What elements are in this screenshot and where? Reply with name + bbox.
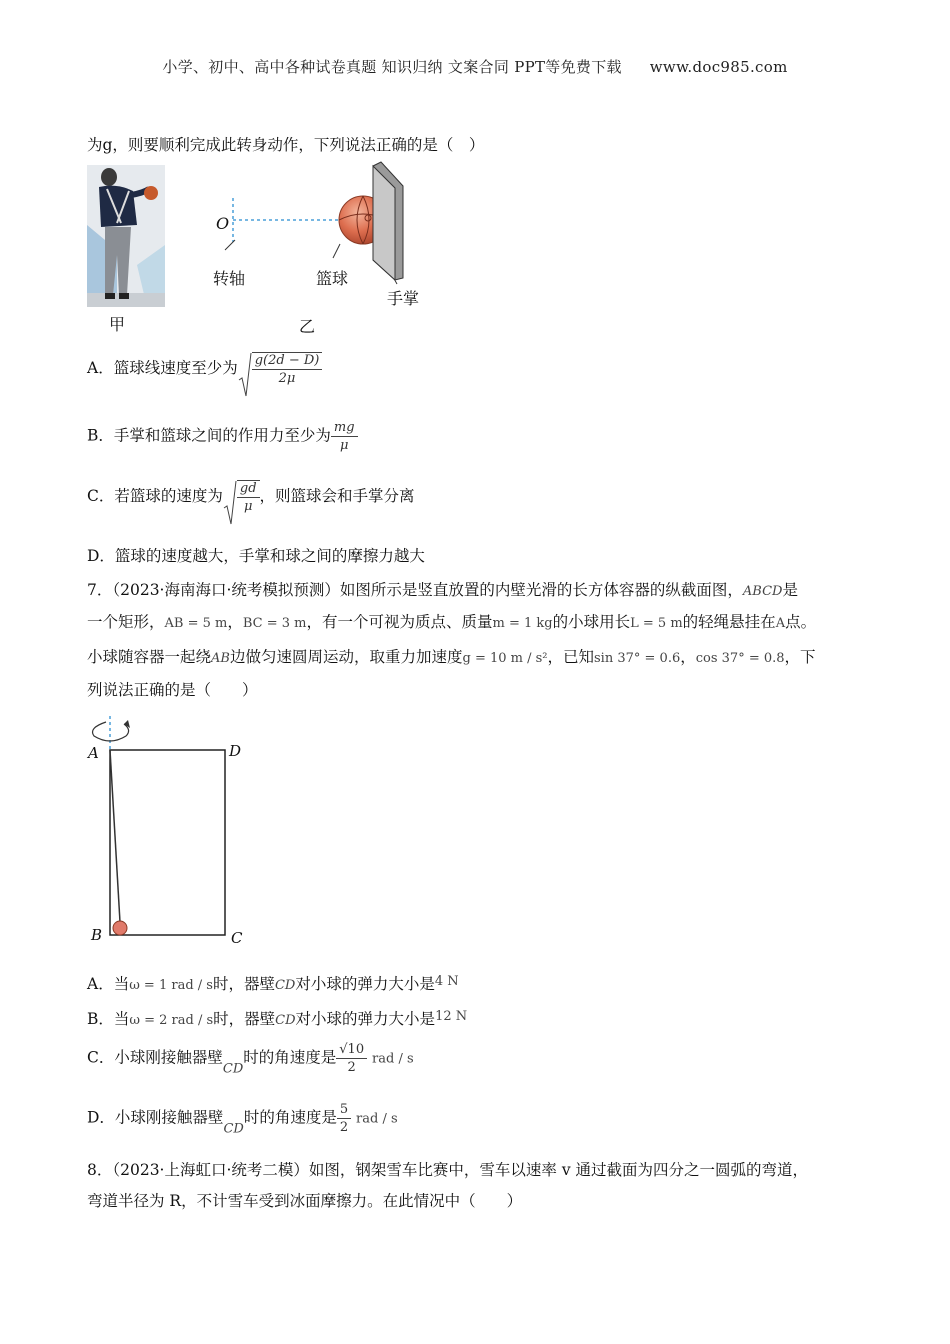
- q8-stem-line2: 弯道半径为 R，不计雪车受到冰面摩擦力。在此情况中（ ）: [87, 1192, 523, 1210]
- q6-option-a[interactable]: A．篮球线速度至少为 $\frac{g(2d - D)}{2\mu}$: [87, 352, 322, 386]
- q6-option-c[interactable]: C．若篮球的速度为 $\frac{gd}{\mu}$ ，则篮球会和手掌分离: [87, 480, 415, 514]
- header-text: 小学、初中、高中各种试卷真题 知识归纳 文案合同 PPT等免费下载: [162, 58, 622, 76]
- q6-option-d[interactable]: D．篮球的速度越大，手掌和球之间的摩擦力越大: [87, 547, 425, 565]
- q7-option-a[interactable]: A．当ω = 1 rad / s时，器壁CD对小球的弹力大小是$^{4 N}$: [87, 974, 459, 993]
- q8-stem-line1: 8．（2023·上海虹口·统考二模）如图，钢架雪车比赛中，雪车以速率 v 通过截面为四分之一圆弧的弯道，: [87, 1161, 809, 1179]
- q7-stem-line3: 小球随容器一起绕AB边做匀速圆周运动，取重力加速度g = 10 m / s²，已知sin 37° = 0.6，cos 37° = 0.8，下: [87, 648, 816, 666]
- q6-label-palm: 手掌: [387, 289, 420, 308]
- q7-stem-line2: 一个矩形，AB = 5 m，BC = 3 m，有一个可视为质点、质量m = 1 kg的小球用长L = 5 m的轻绳悬挂在A点。: [87, 613, 817, 631]
- header-url[interactable]: www.doc985.com: [649, 58, 788, 76]
- small-ball-icon: [113, 921, 127, 935]
- q6-label-jia: 甲: [109, 315, 126, 334]
- q7-option-b[interactable]: B．当ω = 2 rad / s时，器壁CD对小球的弹力大小是$^{12 N}$: [87, 1009, 468, 1028]
- page-header: [0, 56, 950, 77]
- container-rectangle: [110, 750, 225, 935]
- q7-label-A: A: [88, 744, 99, 762]
- sqrt-c: $\frac{gd}{\mu}$: [223, 480, 260, 514]
- q7-stem-line1: 7．（2023·海南海口·统考模拟预测）如图所示是竖直放置的内壁光滑的长方体容器的纵截面图，ABCD是: [87, 581, 798, 599]
- q7-diagram: [84, 712, 244, 948]
- q7-option-c[interactable]: C．小球刚接触器壁$_{CD}$时的角速度是 $\frac{√10}{2}$ rad / s: [87, 1042, 414, 1077]
- q6-stem: 为g，则要顺利完成此转身动作，下列说法正确的是（ ）: [87, 136, 485, 154]
- q7-label-C: C: [231, 929, 243, 947]
- q7-option-d[interactable]: D．小球刚接触器壁$_{CD}$时的角速度是 $\frac{5}{2}$ rad / s: [87, 1102, 398, 1137]
- q6-label-yi: 乙: [299, 317, 316, 336]
- q6-label-ball: 篮球: [316, 269, 349, 288]
- q7-label-B: B: [91, 926, 103, 944]
- q7-label-D: D: [229, 742, 242, 760]
- rope-line: [110, 750, 120, 922]
- q6-option-b[interactable]: B．手掌和篮球之间的作用力至少为 $\frac{mg}{\mu}$: [87, 420, 358, 453]
- q6-label-O: O: [216, 214, 230, 233]
- q6-label-axis: 转轴: [213, 269, 246, 288]
- sqrt-a: $\frac{g(2d - D)}{2\mu}$: [238, 352, 323, 386]
- q7-stem-line4: 列说法正确的是（ ）: [87, 681, 258, 699]
- q6-photo-jia: [87, 165, 165, 307]
